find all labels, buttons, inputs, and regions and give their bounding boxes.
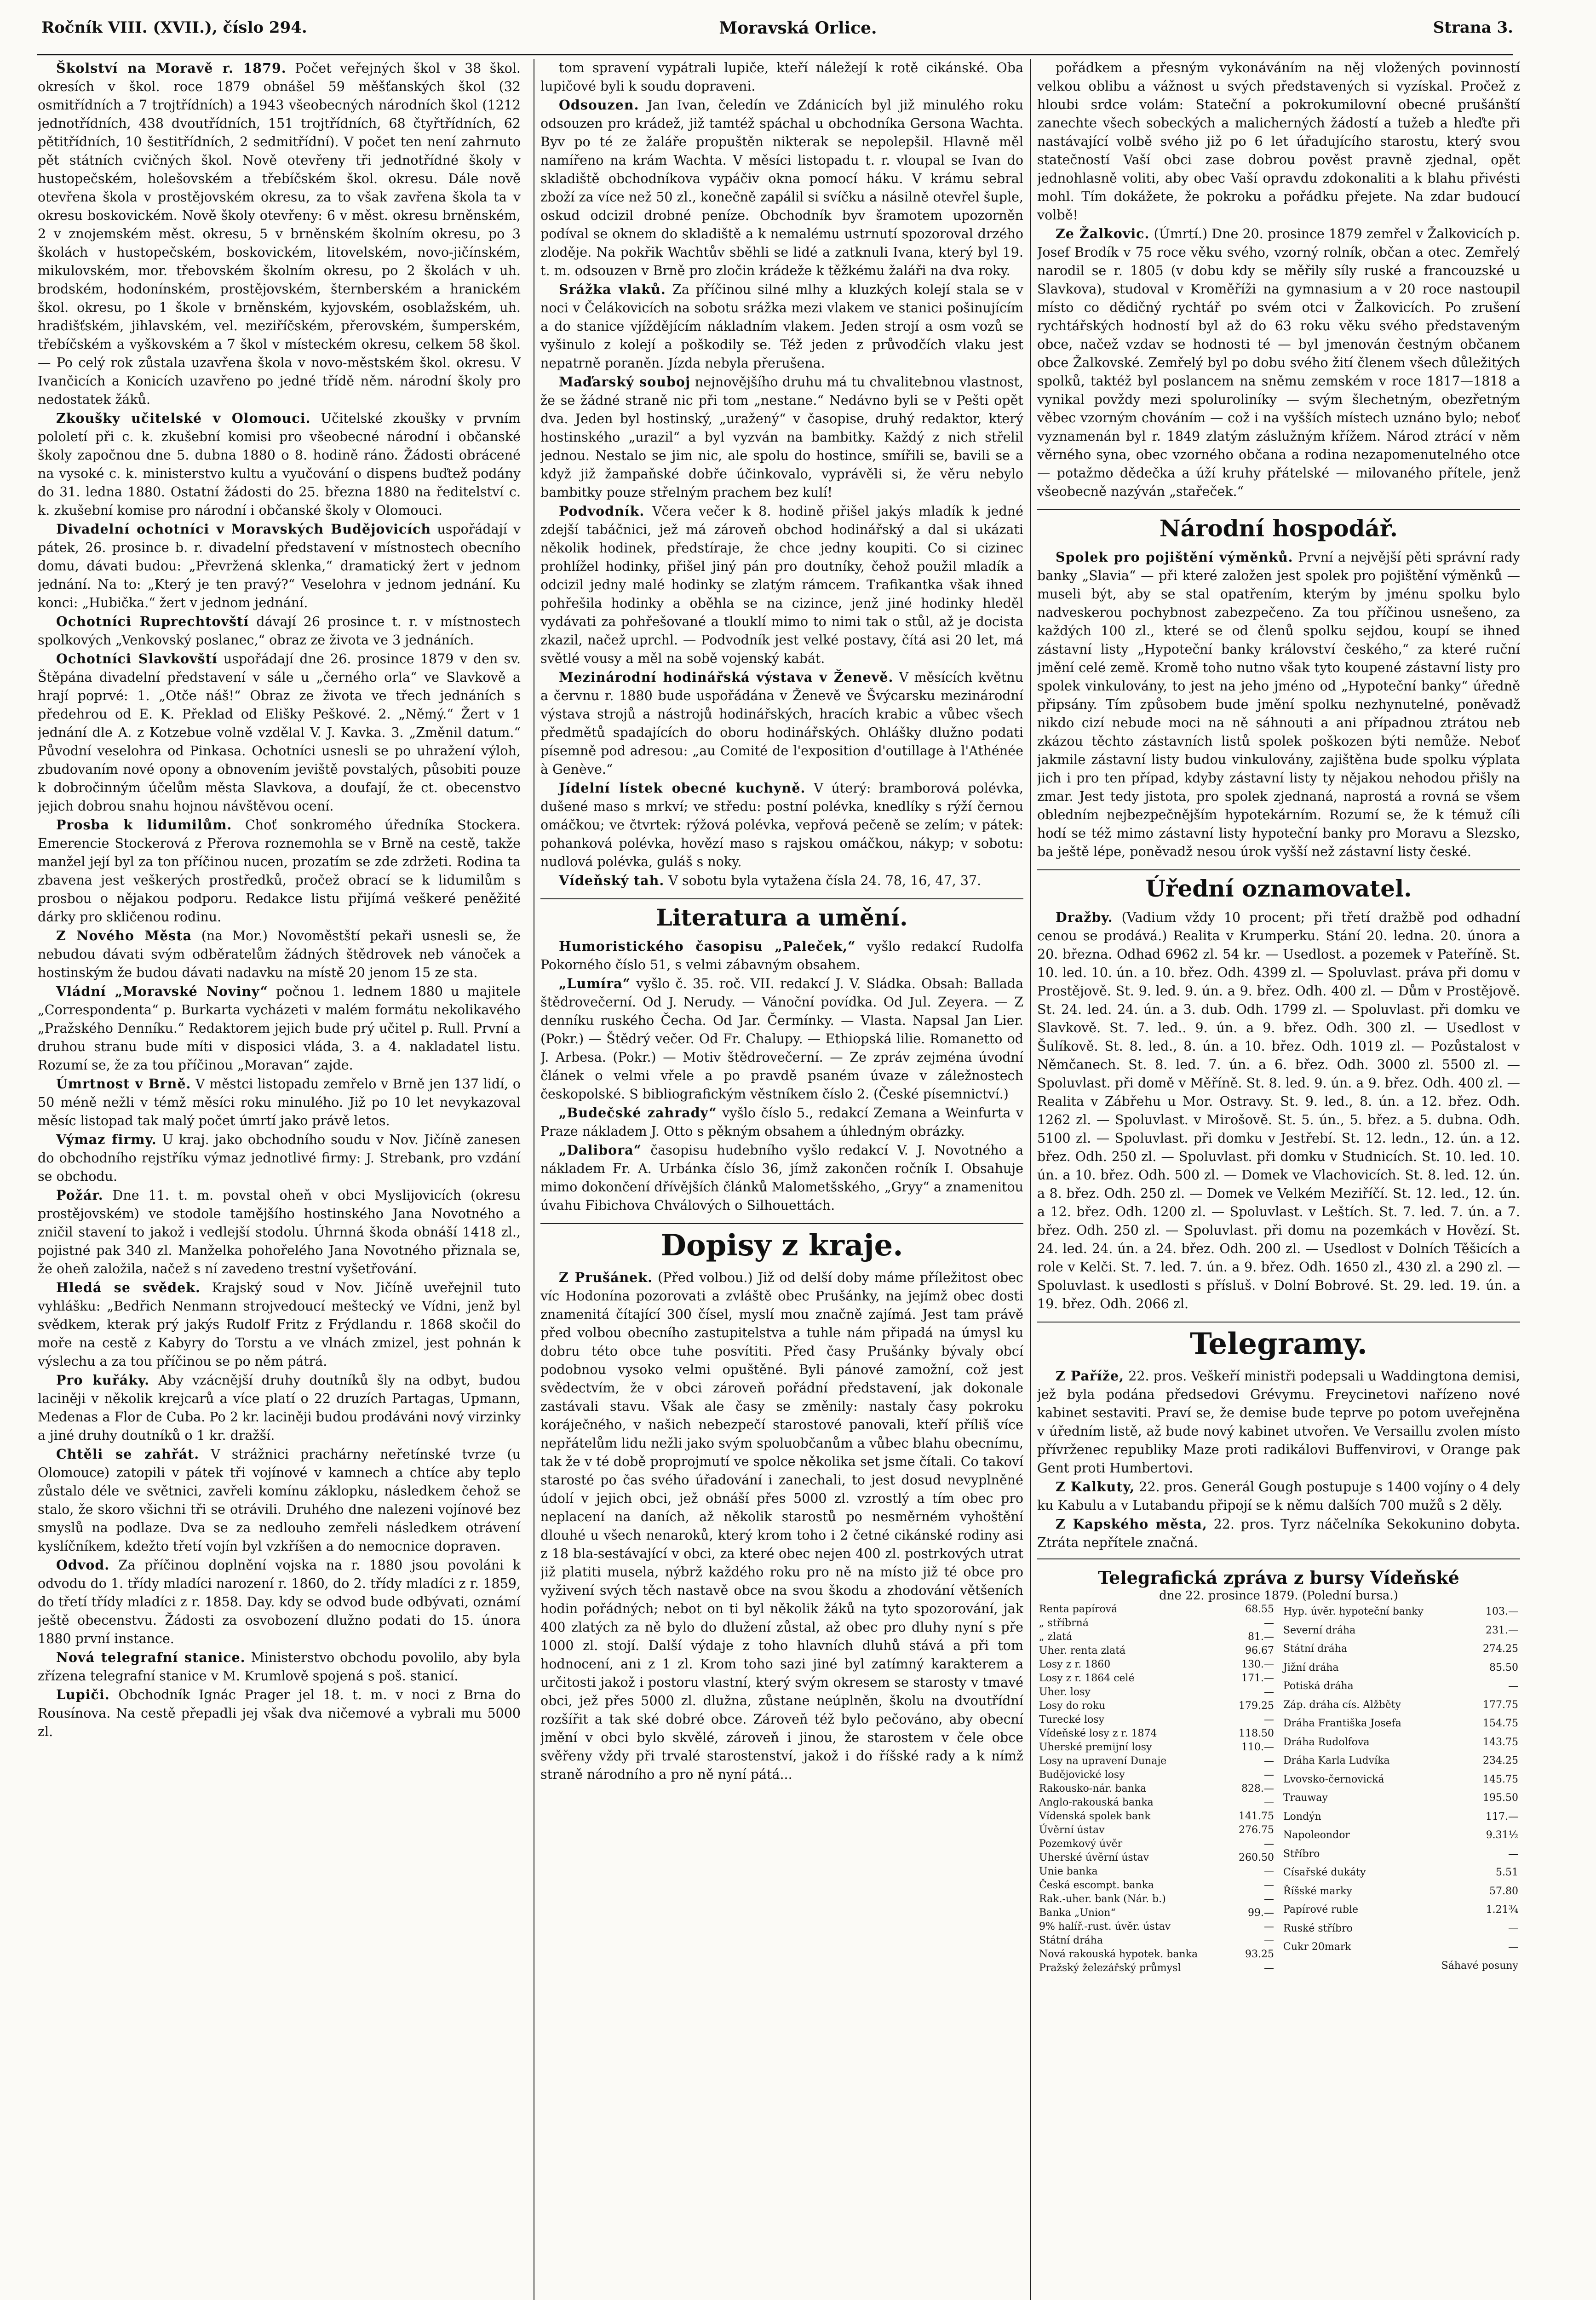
article-text: V sobotu byla vytažena čísla 24. 78, 16, 47, 37. [668, 873, 982, 888]
column-3 [1037, 59, 1520, 2300]
bourse-row [1037, 1630, 1276, 1644]
article-headline: Školství na Moravě r. 1879. [56, 60, 287, 76]
article-headline: Pro kuřáky. [56, 1372, 150, 1388]
article-text: Choť sonkromého úředníka Stockera. Emerencie Stockerová z Přerova roznemohla se v Brně na cestě, takže manžel její byl za ton příčinou nucen, prozatím se zde zdržeti. Rodina ta zbavena jest veškerých prostředků, pročež obrací se k lidumilům s prosbou o nějakou podporu. Redakce listu přijímá veškeré peněžité dárky pro skličenou rodinu. [38, 817, 521, 925]
article-headline: „Budečské zahrady“ [559, 1105, 717, 1121]
bourse-item: Uher. renta zlatá [1039, 1645, 1126, 1656]
bourse-row [1037, 1948, 1276, 1961]
bourse-row [1037, 1699, 1276, 1713]
article-text: uspořádají dne 26. prosince 1879 v den sv. Štěpána divadelní představení v sále u „černého orla“ ve Slavkově a hrají poprvé: 1. „Otče náš!“ Obraz ze života ve třech jednáních s předehrou od E. K. Překlad od Elišky Peškové. 2. „Němý.“ Žert v 1 jednání dle A. z Kotzebue volně vzdělal V. J. Kavka. 3. „Změnil datum.“ Původní veselohra od Pinkasa. Ochotníci usnesli se po uhražení výloh, zbudovaním nové opony a obnovením jeviště povstalých, působiti pouze k dobročinným účelům města Slavkova, a doufají, že ct. obecenstvo jejich dobrou snahu hojnou návštěvou ocení. [38, 651, 521, 814]
bourse-value: — [1264, 1921, 1274, 1932]
column-divider [1030, 59, 1031, 2300]
article-text: (Vadium vždy 10 procent; při třetí dražbě pod odhadní cenou se prodává.) Realita v Krumperku. Stání 20. ledna. 20. února a 20. března. Odhad 6962 zl. 54 kr. — Usedlost. a pozemek v Pateříně. St. 10. led. 10. ún. a 10. břez. Odh. 4399 zl. — Spoluvlast. práva při domu v Prostějově. St. 9. led. 9. ún. a 9. břez. Odh. 400 zl. — Dům v Prostějově. St. 24. led. 24. ún. a 3. dub. Odh. 1799 zl. — Spoluvlast. při domku ve Slavkově. St. 7. led.. 9. ún. a 9. břez. Odh. 300 zl. — Usedlost v Šulíkově. St. 8. led., 8. ún. a 10. břez. Odh. 1019 zl. — Pozůstalost v Němčanech. St. 8. led. 7. ún. a 6. břez. Odh. 3000 zl. 5500 zl. — Spoluvlast. při domě v Měříně. St. 8. led. 9. ún. a 9. břez. Odh. 400 zl. — Realita v Zábřehu u Mor. Ostravy. St. 9. led., 8. ún. a 12. břez. Odh. 1262 zl. — Spoluvlast. v Mirošově. St. 5. ún., 5. břez. a 5. dubna. Odh. 5100 zl. — Spoluvlast. při domku v Jestřebí. St. 12. ledn., 12. ún. a 12. břez. Odh. 250 zl. — Spoluvlast. při domku v Studnicích. St. 10. led. 10. ún. a 10. břez. Odh. 500 zl. — Domek ve Vlachovicích. St. 8. led. 12. ún. a 8. břez. Odh. 250 zl. — Domek ve Velkém Meziříčí. St. 12. led., 12. ún. a 12. břez. Odh. 1200 zl. — Spoluvlast. v Leštích. St. 7. led. 7. ún. a 7. břez. Odh. 250 zl. — Spoluvlast. při domu na pozemkách v Hovězí. St. 24. led. 24. ún. a 24. břez. Odh. 200 zl. — Usedlost v Dolních Těšicích a role v Kelči. St. 7. led. 7. ún. a 9. břez. Odh. 1650 zl., 430 zl. a 290 zl. — Spoluvlast. k usedlosti s přísluš. v Dolní Bobrové. St. 29. led. 19. ún. a 19. břez. Odh. 2066 zl. [1037, 910, 1520, 1311]
article [38, 409, 521, 520]
bourse-value: — [1508, 1680, 1518, 1692]
article [38, 982, 521, 1075]
bourse-item: Severní dráha [1283, 1624, 1356, 1636]
bourse-item: Jižní dráha [1283, 1662, 1339, 1673]
bourse-value: 110.— [1241, 1742, 1274, 1753]
article [1037, 224, 1520, 501]
article [38, 612, 521, 650]
article-text: Za příčinou doplnění vojska na r. 1880 jsou povoláni k odvodu do 1. třídy mladíci narození r. 1860, do 2. třídy mladíci z r. 1859, do třetí třídy mladíci z r. 1858. Day. kdy se odvod bude odbývati, oznámí ještě obecenstvu. Žádosti za osvobození dlužno podati do 15. února 1880 první instance. [38, 1558, 521, 1646]
article-text: tom spravení vypátrali lupiče, kteří náležejí k rotě cikánské. Oba lupičové byli k soudu dopraveni. [540, 60, 1023, 94]
bourse-value: 171.— [1241, 1673, 1274, 1684]
bourse-item: Turecké losy [1039, 1714, 1105, 1725]
bourse-value: — [1264, 1797, 1274, 1808]
article [38, 1130, 521, 1186]
bourse-row [1037, 1934, 1276, 1948]
article-text: V městci listopadu zemřelo v Brně jen 137 lidí, o 50 méně nežli v témž měsíci roku minulého. Již po 10 let nevykazoval měsíc listopad tak malý počet úmrtí jako právě letos. [38, 1076, 521, 1128]
bourse-title: Telegrafická zpráva z bursy Vídeňské [1098, 1567, 1459, 1588]
bourse-value: 143.75 [1483, 1736, 1518, 1748]
bourse-item: „ stříbrná [1039, 1617, 1089, 1629]
bourse-row [1037, 1851, 1276, 1865]
article [38, 1186, 521, 1278]
bourse-value: — [1264, 1893, 1274, 1905]
bourse-item: Uherské úvěrní ústav [1039, 1852, 1149, 1863]
article-text: vyšlo č. 35. roč. VII. redakcí J. V. Sládka. Obsah: Ballada štědrovečerní. Od J. Nerudy. — Vánoční povídka. Od Jul. Zeyera. — Z denníku ruského Čecha. Od Jar. Čermínky. — Vlasta. Napsal Jan Lier. (Pokr.) — Štědrý večer. Od Fr. Chalupy. — Ethiopská lilie. Romanetto od J. Arbesa. (Pokr.) — Motiv štědrovečerní. — Ze zpráv zejména úvodní článek o velmi vřele a po pravdě psaném úvaze v záležnostech českopolské. S bibliografickým věstníkem číslo 2. (České písemnictví.) [540, 976, 1023, 1102]
article-headline: Z Kapského města, [1056, 1516, 1207, 1532]
bourse-item: Státní dráha [1039, 1935, 1103, 1946]
bourse-item: Losy na upravení Dunaje [1039, 1755, 1167, 1767]
page-header [0, 0, 1596, 37]
bourse-item: Potiská dráha [1283, 1680, 1354, 1692]
article-text: 22. pros. Tyrz náčelníka Sekokunino dobyta. Ztráta nepřítele značná. [1037, 1517, 1520, 1550]
bourse-row [1281, 1863, 1520, 1882]
bourse-row [1037, 1754, 1276, 1768]
bourse-item: Říšské marky [1283, 1885, 1352, 1897]
bourse-value: 57.80 [1489, 1885, 1518, 1897]
article-headline: Z Nového Města [56, 928, 192, 943]
bourse-value: 145.75 [1483, 1773, 1518, 1785]
article-headline: Nová telegrafní stanice. [56, 1650, 246, 1665]
bourse-row [1281, 1622, 1520, 1640]
bourse-row [1037, 1810, 1276, 1823]
bourse-row [1037, 1603, 1276, 1616]
bourse-report [1037, 1558, 1520, 1975]
article-text: Počet veřejných škol v 38 škol. okresích v škol. roce 1879 obnášel 59 měšťanských škol (32 osmitřídních a 7 trojtřídních) a 1943 všeobecných národních škol (1212 jednotřídních, 438 dvoutřídních, 151 trojtřídních, 68 čtyřtřídních, 62 pětitřídních, 10 šestitřídních, 2 sedmitřídní). V počet ten není zahrnuto pět státních cvičných škol. Nově otevřeny tři jednotřídné školy v hustopečském, holešovském a třebíčském škol. okresu. Dále nově otevřena škola v prostějovském okresu, za to však zavřena škola ta v okresu boskovickém. Nově školy otevřeny: 6 v měst. okresu brněnském, 2 v znojemském měst. okresu, 5 v brněnském školním okresu, po 3 školách v hustopečském, boskovickém, litovelském, novo-jičínském, mikulovském, mor. třebovském školním okresu, po 2 školách v uh. brodském, hodonínském, prostějovském, šternberském a hranickém škol. okresu, po 1 škole v brněnském, kyjovském, osoblažském, uh. hradišťském, jihlavském, vel. meziříčském, přerovském, šumperském, třebíčském a vyškovském a 7 škol v místeckém okresu, celkem 58 škol. — Po celý rok zůstala uzavřena škola v novo-městském škol. okresu. V Ivančicích a Konicích uzavřeno po jedné třídě něm. národní školy pro nedostatek žáků. [38, 61, 521, 407]
bourse-value: — [1508, 1922, 1518, 1934]
bourse-item: Ruské stříbro [1283, 1922, 1353, 1934]
article-headline: Prosba k lidumilům. [56, 817, 232, 833]
bourse-row [1037, 1741, 1276, 1754]
article-headline: Vídeňský tah. [559, 873, 665, 888]
bourse-value: 103.— [1486, 1606, 1518, 1618]
bourse-row [1037, 1865, 1276, 1879]
bourse-item: Dráha Rudolfova [1283, 1736, 1370, 1748]
article-text: Obchodník Ignác Prager jel 18. t. m. v noci z Brna do Rousínova. Na cestě přepadli jej však dva ničemové a vybrali mu 5000 zl. [38, 1687, 521, 1739]
bourse-row [1037, 1823, 1276, 1837]
article [38, 1075, 521, 1130]
article [38, 1278, 521, 1371]
article-text: Aby vzácnější druhy doutníků šly na odbyt, budou laciněji v několik krejcarů a více platí o 22 druzích Partagas, Upmann, Medenas a Flor de Cuba. Po 2 kr. laciněji budou prodáváni nový virzinky a jiné druhy doutníků o 1 kr. dražší. [38, 1373, 521, 1443]
bourse-value: — [1264, 1935, 1274, 1946]
bourse-value: 68.55 [1245, 1604, 1274, 1615]
article-text: V měsících květnu a červnu r. 1880 bude uspořádána v Ženevě ve Švýcarsku mezinárodní výstava strojů a nástrojů hodinářských, hracích krabic a vůbec všech předmětů spadajících do oboru hodinářských. Ohlášky dlužno podati písemně pod adresou: „au Comité de l'exposition d'outillage à l'Athénée à Genève.“ [540, 670, 1023, 777]
bourse-row [1037, 1616, 1276, 1630]
article-text: Za příčinou silné mlhy a kluzkých kolejí stala se v noci v Čelákovicích na sobotu srážka mezi vlakem ve stanici pošinujícím a do stanice vjíždějícím nákladním vlakem. Jeden strojí a osm vozů se vyšinulo z kolejí a poškodily se. Též jeden z průvodčích vlaku jest nepatrně poraněn. Jízda nebyla přerušena. [540, 282, 1023, 371]
article-text: (na Mor.) Novoměstští pekaři usnesli se, že nebudou dávati svým odběratelům žádných štědrovek neb vánoček a hostinským že budou dávati nadavku na místě 20 jenom 15 ze sta. [38, 928, 521, 980]
bourse-row [1281, 1789, 1520, 1808]
bourse-item: Napoleondor [1283, 1829, 1350, 1841]
bourse-value: 9.31½ [1486, 1829, 1518, 1841]
bourse-row [1281, 1714, 1520, 1733]
article-headline: Ochotníci Ruprechtovští [56, 614, 249, 629]
bourse-value: 141.75 [1239, 1811, 1274, 1822]
header-rule [37, 54, 1513, 56]
article [38, 926, 521, 982]
bourse-value: 179.25 [1239, 1700, 1274, 1712]
article-headline: Podvodník. [559, 503, 645, 519]
bourse-item: Nová rakouská hypotek. banka [1039, 1949, 1198, 1960]
article-text: 22. pros. Veškeří ministři podepsali u Waddingtona demisi, jež byla podána předsedovi Grévymu. Freycinetovi nařízeno nové kabinet sestaviti. Praví se, že demise bude teprve po potom uveřejněna v úředním listě, až bude nový kabinet utvořen. Ve Versaillu zvolen místo přívrženec republiky Maze proti radikálovi Buffenvirovi, v Orange pak Gent proti Humbertovi. [1037, 1368, 1520, 1476]
article [38, 520, 521, 612]
bourse-item: Trauway [1283, 1792, 1328, 1804]
article [38, 1371, 521, 1445]
article-text: První a nejvější pěti správní rady banky „Slavia“ — při které založen jest spolek pro pojištění výměnků — museli být, aby se stal opatřením, kterým by jménu spolku bylo nadveskerou pochybnost zabezpečeno. Za tou příčinou usnešeno, za každých 100 zl., které se od členů spolku sejdou, koupí se ihned zástavní listy „Hypoteční banky království českého,“ za které ruční jmění celé země. Kromě toho nutno však tyto koupené zástavní listy pro spolek vinkulovány, to jest na jeho jméno od „Hypoteční banky“ úředně připsány. Tím způsobem bude jmění spolku nezhynutelné, poněvadž nikdo cizí nebude moci na ně sáhnouti a ani případnou ztrátou neb zkázou těchto zástavních listů spolek poškozen býti nemůže. Neboť jakmile zástavní listy budou vinkulovány, zajištěna bude spolku výplata jich i pro ten případ, kdyby zástavní listy ty nějakou nehodou přišly na zmar. Jest tedy jistota, pro spolek zjednaná, naprostá a rovná se všem obledním nejbezpečnějším hypotekárním. Rozumí se, že k témuž cíli hodí se též mimo zástavní listy hypoteční banky pro Moravu a Slezsko, ba ještě lépe, poněvadž nesou úrok vyšší než zástavní listy české. [1037, 550, 1520, 859]
article-headline: Ze Žalkovic. [1056, 226, 1150, 242]
article-headline: „Dalibora“ [559, 1142, 642, 1158]
bourse-value: 117.— [1486, 1811, 1518, 1823]
article-text: U kraj. jako obchodního soudu v Nov. Jičíně zanesen do obchodního rejstříku výmaz jednotlivé firmy: J. Strebank, pro vzdání se obchodu. [38, 1132, 521, 1184]
bourse-item: Hyp. úvěr. hypoteční banky [1283, 1606, 1424, 1618]
article [38, 816, 521, 926]
article-text: časopisu hudebního vyšlo redakcí V. J. Novotného a nákladem Fr. A. Urbánka číslo 36, jímž zakončen ročník I. Obsahuje mimo dokončení dřívějších článků Malometšského, „Gryy“ a znamenitou úvahu Fibichova Chválových o Silhouettách. [540, 1143, 1023, 1213]
bourse-row [1281, 1752, 1520, 1771]
article-headline: Chtěli se zahřát. [56, 1446, 200, 1462]
bourse-value: — [1264, 1755, 1274, 1767]
article [540, 373, 1023, 502]
bourse-item: Úvěrní ústav [1039, 1824, 1105, 1836]
article-headline: Z Prušánek. [559, 1270, 653, 1285]
bourse-item: Pozemkový úvěr [1039, 1838, 1123, 1850]
page-number: Strana 3. [1433, 18, 1513, 37]
bourse-item: Uher. losy [1039, 1686, 1091, 1698]
article-text: vyšlo číslo 5., redakcí Zemana a Weinfurta v Praze nákladem J. Otto s pěkným obsahem a úhledným obrázky. [540, 1105, 1023, 1139]
bourse-value: 96.67 [1245, 1645, 1274, 1656]
article [540, 937, 1023, 974]
bourse-row [1037, 1685, 1276, 1699]
bourse-value: — [1508, 1848, 1518, 1860]
article-headline: Hledá se svědek. [56, 1280, 201, 1295]
article-headline: Divadelní ochotníci v Moravských Budějovicích [56, 521, 431, 537]
bourse-item: Lvovsko-černovická [1283, 1773, 1384, 1785]
article-headline: Jídelní lístek obecné kuchyně. [559, 780, 806, 796]
bourse-value: 118.50 [1239, 1728, 1274, 1739]
article-headline: Mezinárodní hodinářská výstava v Ženevě. [559, 669, 894, 685]
article [540, 280, 1023, 373]
bourse-row [1037, 1658, 1276, 1672]
bourse-value: 93.25 [1245, 1949, 1274, 1960]
bourse-row [1281, 1957, 1520, 1976]
article-text: (Před volbou.) Již od delší doby máme příležitost obec víc Hodonína pozorovati a zvláště obec Prušánky, na jejímž obec dosti znamenitá čítající 300 čísel, myslí mou značně zajímá. Jest tam právě před volbou obecního zastupitelstva a tuhle nám připadá na úmysl ku dobru této obce tuhe posvítiti. Před časy Prušánky bývaly obcí podobnou vysoko velmi opuštěné. Byli pánové zamožní, což jest svědectvím, že v obci zároveň pořádní představení, jak dokonale zastávali stavu. Však ale časy se změnily: nastaly časy pokroku koráječného, v našich nebezpečí starostové panovali, kteří příliš více nepřátelům lidu nežli jako svým spoluobčanům a vůbec blahu obecnímu, tak že v té době proprojmutí ve spolce několika set jsme čítali. Co takoví starosté po čas svého úřadování i zanechali, to jest dosud nevyplněné údolí v jejich obci, jež obnáší přes 5000 zl. vzrostlý a tím obec pro neplacení na daních, až několik starostů po nesměrném vyhoštění dlouhé u všech nenaroků, který krom toho i 2 četné cikánské rodiny asi z 18 bla-sestávající v obci, za které obec nejen 400 zl. postrkových utrat již platiti musela, nýbrž každého roku pro ně na místo již té obce pro vyživení svých těch nastavě obce na svou škodu a zhodování většeních hodin pořádných; nebot on ti byl několik žáků na tyto spozorování, jak 400 zlatých za ně bylo do dlužení zůstal, až obec pro dluhy nyní s pře 1000 zl. stojí. Další výdaje z toho hlavních dluhů stává a při tom hodnocení, ani z 1 zl. Krom toho sazi jiné byl zatímný karakterem a určitosti jakož i postoru vlastní, který svým okresem se starosty v tmavé obci, jež přes 5000 zl. dlužna, zůstane neúplněn, školu na dvoutřídní rozšířit a tak ské dobré obce. Zároveň též bylo pečováno, aby obecní jmění v obci bylo skvělé, zároveň i jinou, že starostem v čele obce svěřeny vždy při trvalé starostenství, jakož i do říšské rady a k nímž straně národního a pro ně nyní pátá... [540, 1270, 1023, 1782]
article-headline: Odsouzen. [559, 97, 639, 113]
article [540, 871, 1023, 890]
article-text: V úterý: bramborová polévka, dušené maso s mrkví; ve středu: postní polévka, knedlíky s rýží černou omáčkou; ve čtvrtek: rýžová polévka, vepřová pečeně se zelím; v pátek: pohanková polévka, hovězí maso s rajskou omáčkou, nákyp; v sobotu: nudlová polévka, guláš s noky. [540, 781, 1023, 869]
bourse-value: 81.— [1248, 1631, 1274, 1643]
article-headline: Úmrtnost v Brně. [56, 1076, 191, 1092]
article-text: dávají 26 prosince t. r. v místnostech spolkových „Venkovský poslanec,“ obraz ze života ve 3 jednáních. [38, 614, 521, 648]
bourse-item: Pražský železářský průmysl [1039, 1962, 1181, 1974]
section-heading: Telegramy. [1037, 1322, 1520, 1361]
bourse-item: Rakousko-nár. banka [1039, 1783, 1147, 1794]
bourse-row [1037, 1961, 1276, 1975]
bourse-value: Sáhavé posuny [1441, 1960, 1518, 1972]
article [540, 1141, 1023, 1215]
article-text: Ministerstvo obchodu povolilo, aby byla zřízena telegrafní stanice v M. Krumlově spojená s poš. stanicí. [38, 1650, 521, 1684]
bourse-row [1281, 1826, 1520, 1845]
article-text: Včera večer k 8. hodině přišel jakýs mladík k jedné zdejší tabáčnici, jež má zároveň obchod hodinářský a dal si ukázati několik hodinek, předstíraje, že chce jedny koupiti. Co si cizinec prohlížel hodinky, přišel jiný pán pro doutníky, čehož použil mladík a odcizil jedny malé hodinky se zlatým rámcem. Trafikantka však ihned pohřešila hodinky a oběhla se na cizince, jenž jiné hodinky hleděl vydávati za pohřešované a tlouklí mimo to nimi tak o stůl, až je docista zkazil, načež uprchl. — Podvodník jest velké postavy, čítá asi 20 let, má světlé vousy a měl na sobě vojenský kabát. [540, 504, 1023, 666]
bourse-value: — [1264, 1838, 1274, 1850]
bourse-value: 154.75 [1483, 1718, 1518, 1730]
article [1037, 908, 1520, 1313]
article-headline: Vládní „Moravské Noviny“ [56, 983, 268, 999]
article-text: Dne 11. t. m. povstal oheň v obci Myslijovicích (okresu prostějovském) ve stodole tamějšího hostinského Jana Novotného a zničil stavení to jakož i vedlejší stodolu. Úhrnná škoda obnáší 1418 zl., pojistné pak 340 zl. Manželka pohořelého Jana Novotného přiznala se, že oheň založila, načež s ní zavedeno trestní vyšetřování. [38, 1188, 521, 1276]
article [540, 1104, 1023, 1141]
bourse-item: Losy do roku [1039, 1700, 1106, 1712]
bourse-value: 260.50 [1239, 1852, 1274, 1863]
bourse-row [1281, 1882, 1520, 1901]
article-headline: Lupiči. [56, 1687, 110, 1702]
bourse-item: Budějovické losy [1039, 1769, 1125, 1781]
bourse-value: 1.21¾ [1486, 1904, 1518, 1916]
article [1037, 59, 1520, 224]
bourse-value: 85.50 [1489, 1662, 1518, 1673]
article-headline: Z Paříže, [1056, 1368, 1125, 1384]
bourse-item: „ zlatá [1039, 1631, 1073, 1643]
bourse-item: Císařské dukáty [1283, 1867, 1366, 1879]
article [540, 96, 1023, 280]
bourse-item: Vídeňské losy z r. 1874 [1039, 1728, 1157, 1739]
issue-number: Ročník VIII. (XVII.), číslo 294. [41, 18, 307, 37]
bourse-row [1281, 1920, 1520, 1938]
article-text: V strážnici prachárny neřetínské tvrze (u Olomouce) zatopili v pátek tři vojínové v kamnech a chtíce aby teplo zůstalo déle ve světnici, zavřeli komínu záklopku, následkem čehož se stalo, že skoro všichni tři se otrávili. Druhého dne nalezeni vojínové bez smyslů na podlaze. Dva se za nedlouho zemřeli následkem otrávení kyslíčníkem, kdežto třetí vojín byl vzkříšen a do nemocnice dopraven. [38, 1447, 521, 1554]
bourse-row [1281, 1845, 1520, 1864]
article-headline: Zkoušky učitelské v Olomouci. [56, 410, 311, 426]
article [540, 59, 1023, 96]
masthead-title: Moravská Orlice. [719, 18, 877, 38]
bourse-item: Losy z r. 1860 [1039, 1659, 1111, 1670]
article-headline: „Lumíra“ [559, 976, 631, 991]
bourse-value: — [1264, 1617, 1274, 1629]
bourse-row [1037, 1837, 1276, 1851]
article [38, 650, 521, 816]
bourse-item: Dráha Karla Ludvíka [1283, 1755, 1390, 1767]
bourse-value: 195.50 [1483, 1792, 1518, 1804]
article [540, 1268, 1023, 1784]
article-text: Jan Ivan, čeledín ve Zdánicích byl již minulého roku odsouzen pro krádež, již tamtéž spáchal u obchodníka Gersona Wachta. Byv po té ze žaláře propuštěn nikterak se nepolepšil. Hlavně měl namířeno na krám Wachta. V měsíci listopadu t. r. vloupal se Ivan do skladiště obchodníkova vypáčiv okna pomocí háku. V krámu sebral zboží za více než 50 zl., konečně zapálil si svíčku a násilně otevřel šuple, oskud odcizil drobné peníze. Obchodník byv šramotem upozorněn podíval se oknem do skladiště a k nemalému ustrnutí spozoroval drzého zloděje. Na pokřik Wachtův sběhli se lidé a zatknuli Ivana, který byl 19. t. m. odsouzen v Brně pro zločin krádeže k těžkému žaláři na dva roky. [540, 98, 1023, 278]
article-text: nejnovějšího druhu má tu chvalitebnou vlastnost, že se žádné straně nic při tom „nestane.“ Nedávno byli se v Pešti opět dva. Jeden byl hostinský, „uražený“ v časopise, druhý redaktor, který hostinského „urazil“ a byl vyzván na bambitky. Každý z nich střelil jednou. Nestalo se jim nic, ale spolu do hostince, smířili se, bavili se a když již žampaňské dobře účinkovalo, vyprávěli si, že věru nebylo bambitky pouze střelným prachem bez kulí! [540, 374, 1023, 500]
article [1037, 1478, 1520, 1515]
article [540, 779, 1023, 871]
article-text: uspořádají v pátek, 26. prosince b. r. divadelní představení v místnostech obecního domu, dávati budou: „Převržená sklenka,“ dramatický žert v jednom jednání. Na to: „Který je ten pravý?“ Veselohra v jednom jednání. Ku konci: „Hubička.“ žert v jednom jednání. [38, 522, 521, 610]
bourse-row [1037, 1768, 1276, 1782]
bourse-value: 5.51 [1496, 1867, 1518, 1879]
article-headline: Srážka vlaků. [559, 282, 666, 297]
bourse-item: Banka „Union“ [1039, 1907, 1116, 1919]
bourse-subtitle: dne 22. prosince 1879. (Polední bursa.) [1159, 1589, 1398, 1603]
article [540, 502, 1023, 668]
bourse-item: Anglo-rakouská banka [1039, 1797, 1154, 1808]
article-headline: Odvod. [56, 1557, 110, 1573]
bourse-value: 130.— [1241, 1659, 1274, 1670]
bourse-item: Česká escompt. banka [1039, 1880, 1154, 1891]
bourse-row [1037, 1796, 1276, 1810]
article [38, 59, 521, 409]
bourse-row [1037, 1892, 1276, 1906]
article-headline: Spolek pro pojištění výměnků. [1056, 549, 1293, 565]
bourse-value: — [1508, 1941, 1518, 1953]
article [38, 1648, 521, 1685]
section-heading: Dopisy z kraje. [540, 1223, 1023, 1263]
bourse-item: Státní dráha [1283, 1643, 1348, 1655]
article [1037, 548, 1520, 861]
bourse-item: Unie banka [1039, 1866, 1098, 1877]
bourse-row [1281, 1733, 1520, 1752]
article-headline: Ochotníci Slavkovští [56, 651, 218, 667]
article-text: pořádkem a přesným vykonáváním na něj vložených povinností velkou oblibu a vážnost u svých představených si vyzískal. Pročež z hloubi srdce volám: Stateční a pokrokumilovní obecné prušánští zanechte všech sobeckých a malicherných žádostí a tužeb a hleďte při nastávající volbě svého již po 6 let úřadujícího starostu, který svou statečností Vaší obci zase dobrou pověst pravně zjednal, opět jednohlasně voliti, aby obec Vaší opravdu zdokonaliti a k blahu přivésti mohl. Tím dokážete, že pokroku a pořádku přejete. Na zdar budoucí volbě! [1037, 60, 1520, 223]
article-text: Učitelské zkoušky v prvním pololetí při c. k. zkušební komisi pro všeobecné národní i občanské školy započnou dne 5. dubna 1880 o 8. hodině ráno. Žádosti obrácené na vysoké c. k. ministerstvo kultu a vyučování o dispens buďtež podány do 31. ledna 1880. Ostatní žádosti do 25. března 1880 na ředitelství c. k. zkušební komise pro národní i občanské školy v Olomouci. [38, 411, 521, 518]
article-headline: Požár. [56, 1187, 103, 1203]
article-headline: Maďarský souboj [559, 374, 691, 390]
bourse-table-left [1037, 1603, 1276, 1975]
bourse-row [1281, 1808, 1520, 1827]
bourse-value: — [1264, 1962, 1274, 1974]
bourse-row [1037, 1672, 1276, 1685]
article [540, 974, 1023, 1104]
bourse-item [1281, 1957, 1435, 1976]
bourse-value: — [1264, 1769, 1274, 1781]
article-text: vyšlo redakcí Rudolfa Pokorného číslo 51, s velmi zábavným obsahem. [540, 939, 1023, 972]
article-headline: Výmaz firmy. [56, 1132, 157, 1147]
bourse-item: Renta papírová [1039, 1604, 1118, 1615]
article-text: 22. pros. Generál Gough postupuje s 1400 vojíny o 4 dely ku Kabulu a v Lutabandu připojí se k němu dalších 700 mužů s 2 děly. [1037, 1479, 1520, 1513]
bourse-item: Londýn [1283, 1811, 1321, 1823]
bourse-row [1037, 1713, 1276, 1727]
bourse-value: 276.75 [1239, 1824, 1274, 1836]
bourse-value: 828.— [1241, 1783, 1274, 1794]
bourse-item: Dráha Františka Josefa [1283, 1718, 1401, 1730]
section-heading: Literatura a umění. [540, 898, 1023, 932]
article-text: (Úmrtí.) Dne 20. prosince 1879 zemřel v Žalkovicích p. Josef Brodík v 75 roce věku svého, vzorný rolník, občan a otec. Zemřelý narodil se r. 1805 (v dobu kdy se měřily síly ruské a francouzské u Slavkova), studoval v Kroměříži na gymnasium a v 20 roce nastoupil místo co dědičný rychtář po svém otci v Žalkovicích. Po zrušení rychtářských hodností byl až do 63 roku věku svého představeným obce, načež vzdav se hodnosti té — byl jmenován čestným občanem obce Žalkovské. Zemřelý byl po dobu svého žití členem všech důležitých spolků, taktéž byl poslancem na sněmu zemském v roce 1817—1818 a vynikal povždy mezi spoluroliníky — svým šlechetným, obezřetným věbec vzorným chováním — což i na vyšších místech uznáno bylo; neboť vyznamenán byl r. 1849 zlatým záslužným křížem. Národ ztrácí v něm věrného syna, obec vzorného občana a rodina nezapomenutelného otce — potažmo dědečka a úží kruhy přátelské — milovaného přítele, jenž všeobecně nazýván „stařeček.“ [1037, 226, 1520, 499]
article [540, 668, 1023, 779]
article-headline: Dražby. [1056, 909, 1113, 925]
bourse-value: 177.75 [1483, 1699, 1518, 1711]
bourse-value: — [1264, 1866, 1274, 1877]
bourse-row [1037, 1879, 1276, 1892]
article [38, 1556, 521, 1648]
bourse-item: 9% halíř.-rust. úvěr. ústav [1039, 1921, 1171, 1932]
article-text: Krajský soud v Nov. Jičíně uveřejnil tuto vyhlášku: „Bedřich Nenmann strojvedoucí meštecký ve Vídni, jenž byl svědkem, kterak prý jakýs Rudolf Fritz z Frýdlandu r. 1868 skočil do moře na cestě z Kabyry do Torstu a ve vlnách zmizel, jest pohnán k výslechu a za tou příčinou se po něm pátrá. [38, 1280, 521, 1369]
article [1037, 1367, 1520, 1478]
article-text: počnou 1. lednem 1880 u majitele „Correspondenta“ p. Burkarta vycházeti v malém formátu nekolikavého „Pražského Denníku.“ Redaktorem jejich bude prý učitel p. Rull. První a druhou stranu bude míti v disposici vláda, 3. a 4. nakladatel listu. Rozumí se, že za tou příčinou „Moravan“ zajde. [38, 984, 521, 1073]
bourse-row [1281, 1677, 1520, 1696]
bourse-row [1037, 1920, 1276, 1934]
bourse-row [1037, 1644, 1276, 1658]
bourse-item: Losy z r. 1864 celé [1039, 1673, 1135, 1684]
article-headline: Humoristického časopisu „Paleček,“ [559, 938, 856, 954]
bourse-table-right [1281, 1603, 1520, 1975]
article-headline: Z Kalkuty, [1056, 1479, 1135, 1495]
article [1037, 1515, 1520, 1552]
article [38, 1685, 521, 1741]
bourse-row [1281, 1640, 1520, 1659]
bourse-row [1281, 1696, 1520, 1715]
bourse-value: — [1264, 1714, 1274, 1725]
bourse-row [1281, 1901, 1520, 1920]
bourse-row [1281, 1938, 1520, 1957]
bourse-item: Záp. dráha cís. Alžběty [1283, 1699, 1401, 1711]
article [38, 1445, 521, 1556]
bourse-value: — [1264, 1880, 1274, 1891]
bourse-item: Vídenská spolek bank [1039, 1811, 1151, 1822]
bourse-row [1037, 1727, 1276, 1741]
section-heading: Národní hospodář. [1037, 509, 1520, 542]
bourse-row [1037, 1906, 1276, 1920]
bourse-row [1281, 1603, 1520, 1622]
bourse-value: 99.— [1248, 1907, 1274, 1919]
bourse-item: Stříbro [1283, 1848, 1320, 1860]
bourse-item: Rak.-uher. bank (Nár. b.) [1039, 1893, 1166, 1905]
column-1 [38, 59, 521, 2300]
section-heading: Úřední oznamovatel. [1037, 869, 1520, 903]
bourse-row [1281, 1659, 1520, 1678]
bourse-row [1281, 1771, 1520, 1789]
bourse-item: Cukr 20mark [1283, 1941, 1351, 1953]
bourse-item: Papírové ruble [1283, 1904, 1359, 1916]
bourse-item: Uherské premijní losy [1039, 1742, 1152, 1753]
bourse-value: — [1264, 1686, 1274, 1698]
bourse-row [1037, 1782, 1276, 1796]
column-2 [540, 59, 1023, 2300]
bourse-value: 234.25 [1483, 1755, 1518, 1767]
bourse-value: 231.— [1486, 1624, 1518, 1636]
bourse-value: 274.25 [1483, 1643, 1518, 1655]
